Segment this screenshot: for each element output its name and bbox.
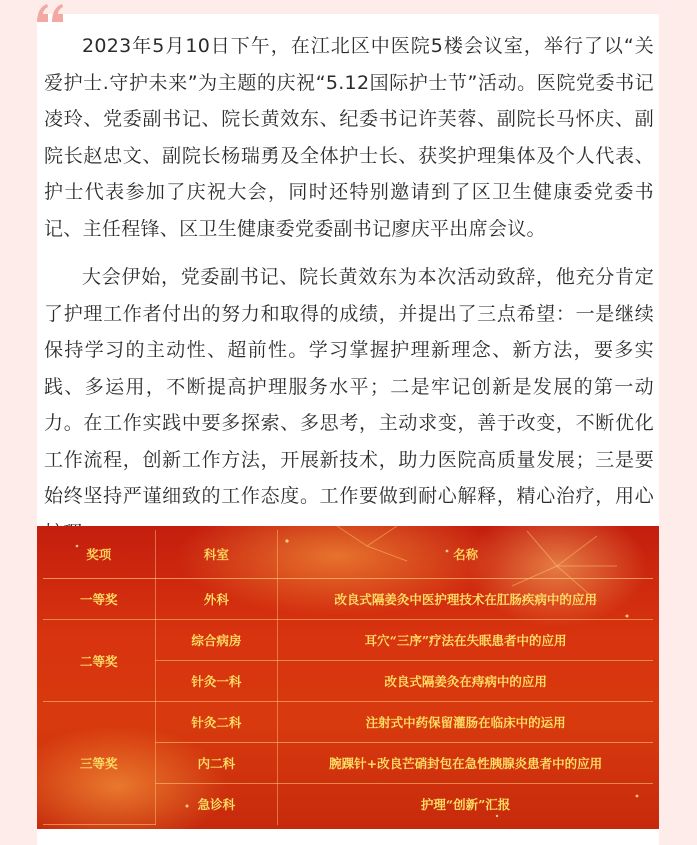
header-name: 名称 (278, 530, 653, 579)
table-row (43, 620, 653, 661)
department-cell: 急诊科 (155, 784, 278, 825)
article-body (44, 28, 654, 563)
name-cell: 改良式隔姜灸在痔病中的应用 (278, 661, 653, 702)
department-cell: 综合病房 (155, 620, 278, 661)
quote-icon (35, 2, 67, 24)
table-row (43, 702, 653, 743)
award-table (43, 530, 653, 825)
department-cell: 针灸二科 (155, 702, 278, 743)
name-cell: 注射式中药保留灌肠在临床中的运用 (278, 702, 653, 743)
award-third: 三等奖 (43, 702, 155, 825)
article-paragraph-2: 大会伊始，党委副书记、院长黄效东为本次活动致辞，他充分肯定了护理工作者付出的努力和取得的成绩，并提出了三点希望：一是继续保持学习的主动性、超前性。学习掌握护理新理念、新方法，要多实践、多运用，不断提高护理服务水平；二是牢记创新是发展的第一动力。在工作实践中要多探索、多思考，主动求变，善于改变，不断优化工作流程，创新工作方法，开展新技术，助力医院高质量发展；三是要始终坚持严谨细致的工作态度。工作要做到耐心解释，精心治疗，用心 (44, 266, 654, 507)
name-cell: 耳穴“三序”疗法在失眠患者中的应用 (278, 620, 653, 661)
name-cell: 改良式隔姜灸中医护理技术在肛肠疾病中的应用 (278, 579, 653, 620)
article-paragraph-1: 2023年5月10日下午，在江北区中医院5楼会议室，举行了以“关爱护士.守护未来”为主题的庆祝“5.12国际护士节”活动。医院党委书记凌玲、党委副书记、院长黄效东、纪委书记许芙蓉、副院长马怀庆、副院长赵忠文、副院长杨瑞勇及全体护士长、获奖护理集体及个人代表、护士代表参加了庆祝大会，同时还特别邀请到了区卫生健康委党委书记、主任程锋、区卫生健康委党委副书记廖庆平出席会议。 (44, 35, 654, 240)
award-first: 一等奖 (43, 579, 155, 620)
award-table-image (37, 526, 659, 829)
header-award: 奖项 (43, 530, 155, 579)
header-department: 科室 (155, 530, 278, 579)
award-second: 二等奖 (43, 620, 155, 702)
department-cell: 内二科 (155, 743, 278, 784)
name-cell: 腕踝针+改良芒硝封包在急性胰腺炎患者中的应用 (278, 743, 653, 784)
table-row (43, 579, 653, 620)
department-cell: 外科 (155, 579, 278, 620)
table-header-row (43, 530, 653, 579)
name-cell: 护理“创新”汇报 (420, 797, 511, 813)
department-cell: 针灸一科 (155, 661, 278, 702)
